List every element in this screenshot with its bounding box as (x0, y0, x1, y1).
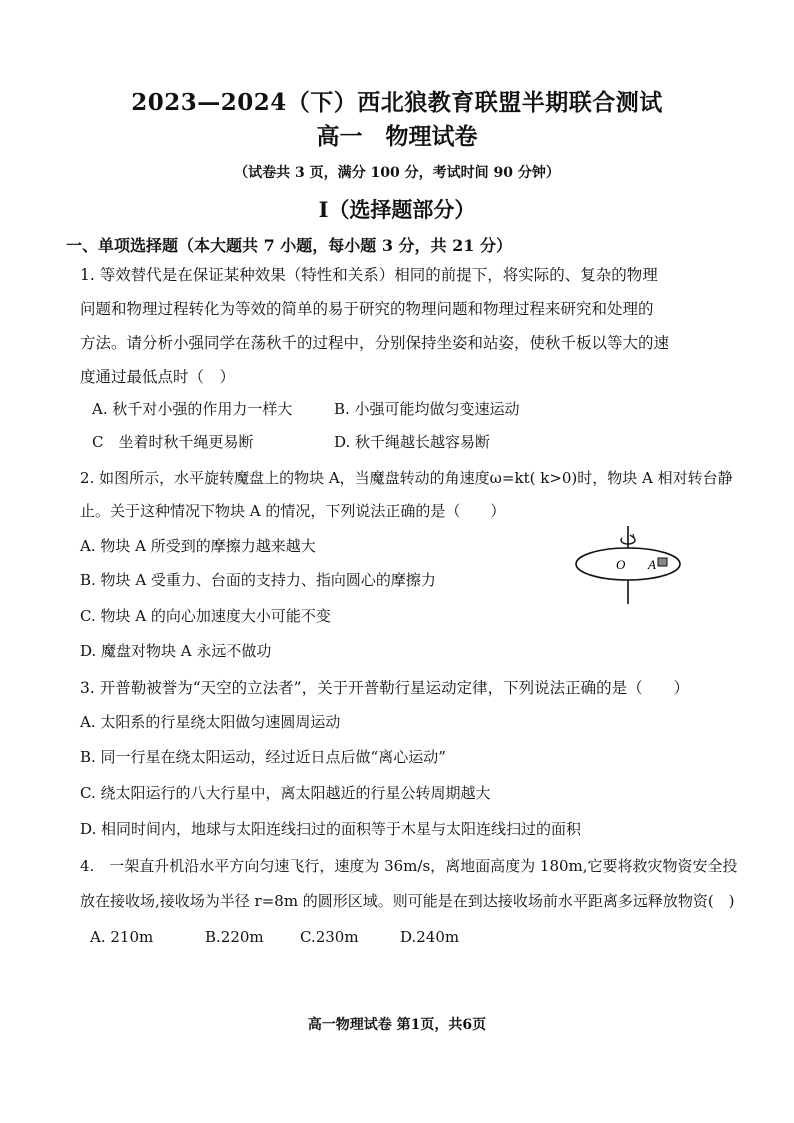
q2-option-a: A. 物块 A 所受到的摩擦力越来越大 (80, 537, 316, 555)
page-footer: 高一物理试卷 第1页，共6页 (307, 1017, 487, 1033)
q1-stem-line-1: 1. 等效替代是在保证某种效果（特性和关系）相同的前提下，将实际的、复杂的物理 (80, 266, 658, 284)
block-a-square (658, 558, 667, 566)
q1-option-b: B. 小强可能均做匀变速运动 (334, 400, 520, 418)
q2-option-d: D. 魔盘对物块 A 永远不做功 (80, 642, 272, 660)
q3-stem: 3. 开普勒被誉为“天空的立法者”，关于开普勒行星运动定律，下列说法正确的是（ ） (80, 679, 690, 697)
q2-stem-line-2: 止。关于这种情况下物块 A 的情况，下列说法正确的是（ ） (80, 502, 506, 520)
q3-option-c: C. 绕太阳运行的八大行星中，离太阳越近的行星公转周期越大 (80, 784, 491, 802)
exam-title: 2023—2024（下）西北狼教育联盟半期联合测试 (131, 89, 663, 116)
q2-stem-line-1: 2. 如图所示，水平旋转魔盘上的物块 A，当魔盘转动的角速度ω=kt( k>0)时，物块 A 相对转台静 (80, 469, 733, 487)
q4-stem-line-1: 4. 一架直升机沿水平方向匀速飞行，速度为 36m/s，离地面高度为 180m,它要将救灾物资安全投 (80, 857, 738, 875)
rotation-arrowhead-icon (630, 534, 634, 538)
section-title: 一、单项选择题（本大题共 7 小题，每小题 3 分，共 21 分） (66, 236, 512, 255)
q3-option-b: B. 同一行星在绕太阳运动，经过近日点后做“离心运动” (80, 748, 446, 766)
q4-stem-line-2: 放在接收场,接收场为半径 r=8m 的圆形区域。则可能是在到达接收场前水平距离多远释放物资( ) (80, 892, 735, 910)
q4-option-d: D.240m (400, 928, 460, 946)
q2-option-c: C. 物块 A 的向心加速度大小可能不变 (80, 607, 331, 625)
q3-option-d: D. 相同时间内，地球与太阳连线扫过的面积等于木星与太阳连线扫过的面积 (80, 820, 582, 838)
q1-option-d: D. 秋千绳越长越容易断 (334, 433, 491, 451)
center-label-o: O (616, 557, 626, 572)
q3-option-a: A. 太阳系的行星绕太阳做匀速圆周运动 (80, 713, 341, 731)
turntable-figure (572, 524, 692, 606)
q4-option-b: B.220m (205, 928, 264, 946)
q1-stem-line-3: 方法。请分析小强同学在荡秋千的过程中，分别保持坐姿和站姿，使秋千板以等大的速 (80, 334, 670, 352)
q1-option-c: C 坐着时秋千绳更易断 (92, 433, 254, 451)
q1-option-a: A. 秋千对小强的作用力一样大 (92, 400, 293, 418)
part-title: Ⅰ（选择题部分） (318, 197, 476, 222)
q1-stem-line-4: 度通过最低点时（ ） (80, 368, 236, 386)
q2-option-b: B. 物块 A 受重力、台面的支持力、指向圆心的摩擦力 (80, 571, 436, 589)
block-label-a: A (648, 557, 656, 572)
q4-option-a: A. 210m (90, 928, 154, 946)
q1-stem-line-2: 问题和物理过程转化为等效的简单的易于研究的物理问题和物理过程来研究和处理的 (80, 300, 654, 318)
exam-info: （试卷共 3 页，满分 100 分，考试时间 90 分钟） (234, 165, 560, 181)
q4-option-c: C.230m (300, 928, 359, 946)
exam-subject-title: 高一 物理试卷 (316, 123, 478, 150)
